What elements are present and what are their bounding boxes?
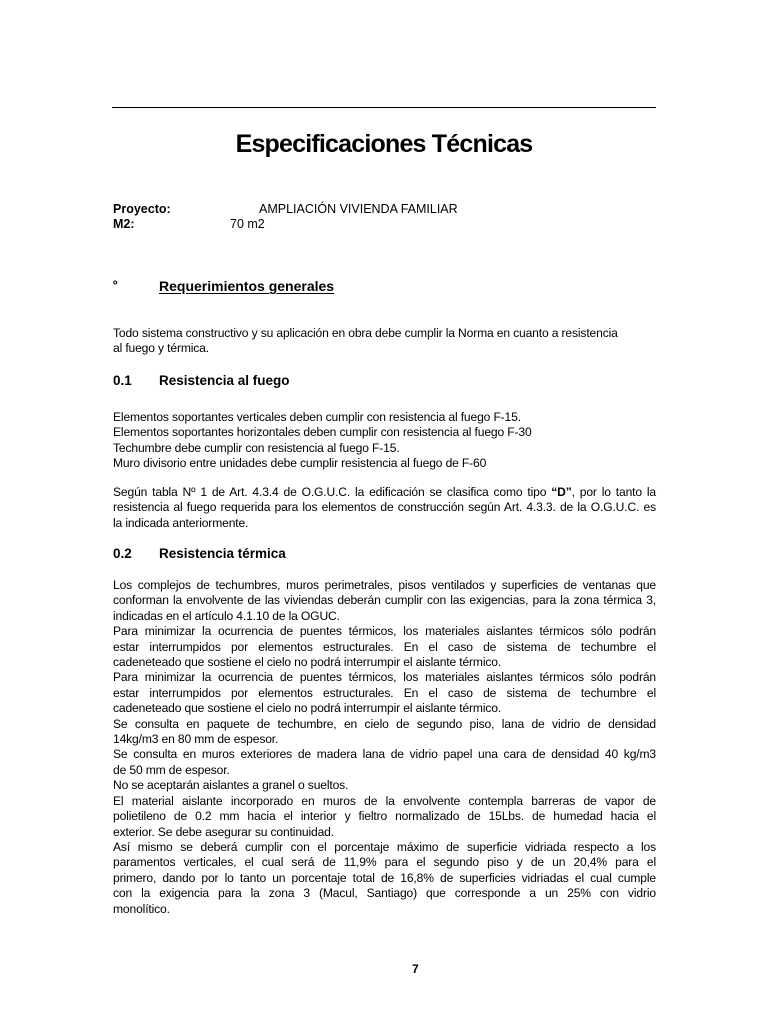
m2-row [113,217,265,232]
text-line [113,485,656,500]
text-line: indicadas en el artículo 4.1.10 de la OGUC. [113,608,340,623]
text-line: con la exigencia para la zona 3 (Macul, Santiago) que corresponde a un 25% con vidrio [113,886,656,901]
subsection-heading-fire [113,373,290,388]
project-label: Proyecto: [113,202,171,216]
project-row [113,202,458,217]
header-rule [112,107,656,108]
text-line: de 50 mm de espesor. [113,762,230,777]
text-line: paramentos verticales, el cual será de 11,9% para el segundo piso y de un 20,4% para el [113,855,656,870]
subsection-title: Resistencia al fuego [159,373,290,388]
text-line: cadeneteado que sostiene el cielo no podrá interrumpir el aislante térmico. [113,655,502,670]
text-line: estar interrumpidos por elementos estructurales. En el caso de sistema de techumbre el [113,639,656,654]
text-line: Los complejos de techumbres, muros perimetrales, pisos ventilados y superficies de ventanas que [113,578,656,592]
text-run: Según tabla Nº 1 de Art. 4.3.4 de O.G.U.C. la edificación se clasifica como tipo [113,485,552,499]
m2-label: M2: [113,217,135,231]
general-intro-paragraph [113,326,656,357]
building-type: “D” [551,485,572,499]
text-line: al fuego y térmica. [113,341,209,356]
text-line: monolítico. [113,901,170,916]
thermal-paragraph [113,578,656,917]
subsection-number: 0.1 [113,373,132,388]
section-number: º [113,278,118,292]
text-line: Para minimizar la ocurrencia de puentes térmicos, los materiales aislantes térmicos sólo podrán [113,670,656,685]
text-line: Así mismo se deberá cumplir con el porcentaje máximo de superficie vidriada respecto a los [113,839,656,854]
section-title: Requerimientos generales [159,278,335,294]
m2-value: 70 m2 [230,217,265,231]
text-line: El material aislante incorporado en muros de la envolvente contempla barreras de vapor de [113,793,656,808]
page-number: 7 [412,962,419,976]
text-line: Elementos soportantes horizontales deben cumplir con resistencia al fuego F-30 [113,425,532,440]
subsection-heading-thermal [113,546,286,561]
text-line: la indicada anteriormente. [113,515,249,530]
project-value: AMPLIACIÓN VIVIENDA FAMILIAR [259,202,458,216]
text-line: conforman la envolvente de las viviendas deberán cumplir con las exigencias, para la zona térmica 3, [113,593,656,608]
text-line: Techumbre debe cumplir con resistencia al fuego F-15. [113,440,400,455]
fire-classification-paragraph [113,485,656,531]
text-line: polietileno de 0.2 mm hacia el interior y fieltro normalizado de 15Lbs. de humedad hacia el [113,809,656,824]
text-line: Para minimizar la ocurrencia de puentes térmicos, los materiales aislantes térmicos sólo podrán [113,624,656,639]
text-line: exterior. Se debe asegurar su continuidad. [113,824,334,839]
text-line: primero, dando por lo tanto un porcentaje total de 16,8% de superficies vidriadas el cual cumple [113,870,656,885]
text-line: Se consulta en paquete de techumbre, en cielo de segundo piso, lana de vidrio de densidad [113,716,656,731]
fire-requirements-list [113,410,656,472]
text-line: Muro divisorio entre unidades debe cumplir resistencia al fuego de F-60 [113,456,487,471]
text-line: 14kg/m3 en 80 mm de espesor. [113,732,279,747]
subsection-number: 0.2 [113,546,132,561]
text-line: No se aceptarán aislantes a granel o sueltos. [113,778,349,793]
text-line: Todo sistema constructivo y su aplicación en obra debe cumplir la Norma en cuanto a resistencia [113,326,618,340]
text-run: , por lo tanto la [571,485,656,499]
text-line: cadeneteado que sostiene el cielo no podrá interrumpir el aislante térmico. [113,701,502,716]
text-line: estar interrumpidos por elementos estructurales. En el caso de sistema de techumbre el [113,685,656,700]
page-title: Especificaciones Técnicas [235,130,533,158]
subsection-title: Resistencia térmica [159,546,286,561]
text-line: resistencia al fuego requerida para los elementos de construcción según Art. 4.3.3. de la O.G.U.C. es [113,500,656,515]
text-line: Elementos soportantes verticales deben cumplir con resistencia al fuego F-15. [113,410,521,424]
text-line: Se consulta en muros exteriores de madera lana de vidrio papel una cara de densidad 40 kg/m3 [113,747,656,762]
